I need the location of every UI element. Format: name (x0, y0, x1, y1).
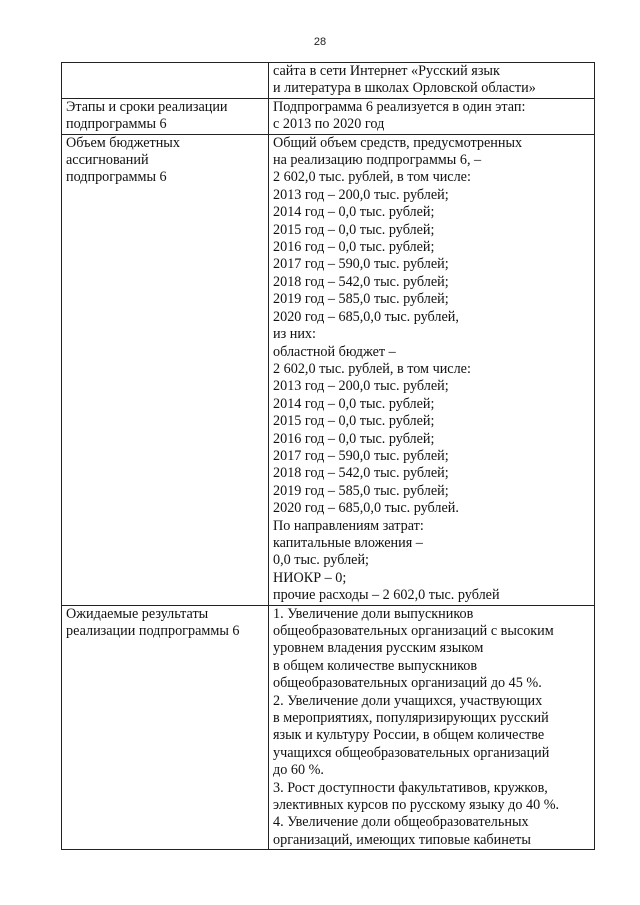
label-cell (62, 98, 269, 134)
row-stages-and-terms (62, 98, 595, 134)
value-line: сайта в сети Интернет «Русский язык (273, 63, 500, 79)
value-cell (269, 134, 595, 605)
value-line: элективных курсов по русскому языку до 40 %. (273, 797, 560, 814)
value-line: 2. Увеличение доли учащихся, участвующих (273, 692, 543, 709)
value-line: в общем количестве выпускников (273, 657, 478, 674)
row-expected-results (62, 605, 595, 850)
label-line: подпрограммы 6 (66, 169, 167, 186)
value-line: 2015 год – 0,0 тыс. рублей; (273, 413, 435, 430)
label-line: реализации подпрограммы 6 (66, 623, 240, 639)
label-cell (62, 63, 269, 99)
value-line: По направлениям затрат: (273, 517, 424, 534)
label-line: Объем бюджетных (66, 134, 180, 151)
value-line: 2014 год – 0,0 тыс. рублей; (273, 204, 435, 221)
value-cell (269, 98, 595, 134)
value-line: 2016 год – 0,0 тыс. рублей; (273, 239, 435, 256)
value-line: НИОКР – 0; (273, 569, 347, 586)
value-line: 2018 год – 542,0 тыс. рублей; (273, 273, 449, 290)
value-line: до 60 %. (273, 762, 324, 779)
value-line: 2020 год – 685,0,0 тыс. рублей. (273, 500, 459, 517)
value-line: 1. Увеличение доли выпускников (273, 605, 474, 622)
value-line: 2019 год – 585,0 тыс. рублей; (273, 291, 449, 308)
value-line: из них: (273, 326, 316, 343)
label-line: подпрограммы 6 (66, 116, 167, 133)
value-line: 2013 год – 200,0 тыс. рублей; (273, 186, 449, 203)
label-cell (62, 134, 269, 605)
value-line: 2013 год – 200,0 тыс. рублей; (273, 378, 449, 395)
value-line: уровнем владения русским языком (273, 640, 484, 657)
value-line: 2017 год – 590,0 тыс. рублей; (273, 447, 449, 464)
label-line: Ожидаемые результаты (66, 605, 209, 622)
value-line: 2014 год – 0,0 тыс. рублей; (273, 395, 435, 412)
value-line: общеобразовательных организаций до 45 %. (273, 675, 542, 692)
value-line: в мероприятиях, популяризирующих русский (273, 710, 549, 727)
value-line: прочие расходы – 2 602,0 тыс. рублей (273, 587, 500, 604)
value-line: 2 602,0 тыс. рублей, в том числе: (273, 169, 471, 186)
value-cell (269, 63, 595, 99)
value-line: 2018 год – 542,0 тыс. рублей; (273, 465, 449, 482)
value-line: Подпрограмма 6 реализуется в один этап: (273, 98, 526, 115)
value-line: язык и культуру России, в общем количестве (273, 727, 545, 744)
value-line: 0,0 тыс. рублей; (273, 552, 369, 569)
label-line: Этапы и сроки реализации (66, 98, 228, 115)
value-line: 2019 год – 585,0 тыс. рублей; (273, 482, 449, 499)
value-line: 4. Увеличение доли общеобразовательных (273, 814, 529, 831)
page-number: 28 (313, 36, 327, 48)
value-line: 2016 год – 0,0 тыс. рублей; (273, 430, 435, 447)
label-cell (62, 605, 269, 850)
label-line: ассигнований (66, 152, 149, 169)
row-budget-allocations (62, 134, 595, 605)
value-line: 2015 год – 0,0 тыс. рублей; (273, 221, 435, 238)
value-line: 2 602,0 тыс. рублей, в том числе: (273, 360, 471, 377)
value-line: 3. Рост доступности факультативов, кружков, (273, 779, 548, 796)
value-line: Общий объем средств, предусмотренных (273, 134, 523, 151)
value-line: общеобразовательных организаций с высоким (273, 623, 554, 639)
value-line: и литература в школах Орловской области» (273, 80, 536, 97)
value-line: на реализацию подпрограммы 6, – (273, 152, 482, 169)
value-line: учащихся общеобразовательных организаций (273, 744, 550, 761)
value-line: 2017 год – 590,0 тыс. рублей; (273, 256, 449, 273)
value-line: с 2013 по 2020 год (273, 116, 385, 133)
value-line: организаций, имеющих типовые кабинеты (273, 831, 531, 848)
subprogram-passport-table (61, 62, 595, 850)
value-cell (269, 605, 595, 850)
value-line: капитальные вложения – (273, 534, 423, 551)
value-line: областной бюджет – (273, 343, 396, 360)
row-continuation (62, 63, 595, 99)
value-line: 2020 год – 685,0,0 тыс. рублей, (273, 308, 459, 325)
